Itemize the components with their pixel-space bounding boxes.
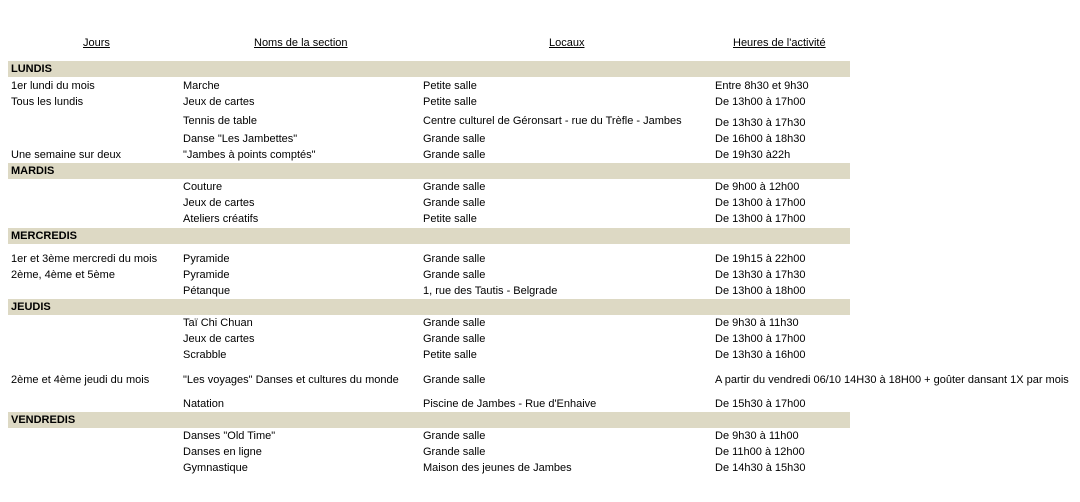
cell-heure: De 19h15 à 22h00 bbox=[715, 253, 806, 265]
cell-nom: Danses "Old Time" bbox=[183, 430, 276, 442]
cell-jour: 2ème, 4ème et 5ème bbox=[11, 269, 115, 281]
cell-local: Grande salle bbox=[423, 317, 486, 329]
table-row bbox=[0, 460, 1080, 476]
cell-local: Maison des jeunes de Jambes bbox=[423, 462, 572, 474]
cell-local: Grande salle bbox=[423, 253, 486, 265]
cell-nom: Pétanque bbox=[183, 285, 231, 297]
cell-nom: Jeux de cartes bbox=[183, 197, 255, 209]
header-noms-section: Noms de la section bbox=[254, 37, 348, 49]
cell-heure: Entre 8h30 et 9h30 bbox=[715, 80, 809, 92]
header-locaux: Locaux bbox=[549, 37, 585, 49]
cell-local: Petite salle bbox=[423, 213, 477, 225]
table-row bbox=[0, 94, 1080, 110]
cell-nom: Pyramide bbox=[183, 269, 230, 281]
table-row bbox=[0, 195, 1080, 211]
cell-heure: De 13h00 à 17h00 bbox=[715, 96, 806, 108]
cell-heure: De 9h00 à 12h00 bbox=[715, 181, 800, 193]
cell-local: 1, rue des Tautis - Belgrade bbox=[423, 285, 558, 297]
cell-jour: Une semaine sur deux bbox=[11, 149, 122, 161]
cell-nom: "Jambes à points comptés" bbox=[183, 149, 316, 161]
table-row bbox=[0, 347, 1080, 363]
cell-local: Petite salle bbox=[423, 96, 477, 108]
section-vendredis: VENDREDIS bbox=[8, 412, 850, 428]
cell-local: Grande salle bbox=[423, 197, 486, 209]
table-row bbox=[0, 428, 1080, 444]
cell-local: Grande salle bbox=[423, 133, 486, 145]
cell-nom: Natation bbox=[183, 398, 224, 410]
cell-heure: De 19h30 à22h bbox=[715, 149, 791, 161]
cell-nom: Marche bbox=[183, 80, 220, 92]
cell-jour: Tous les lundis bbox=[11, 96, 84, 108]
cell-nom: Jeux de cartes bbox=[183, 96, 255, 108]
cell-local: Grande salle bbox=[423, 149, 486, 161]
cell-nom: Gymnastique bbox=[183, 462, 248, 474]
section-mardis: MARDIS bbox=[8, 163, 850, 179]
cell-local: Petite salle bbox=[423, 349, 477, 361]
cell-local: Grande salle bbox=[423, 374, 486, 386]
table-row bbox=[0, 251, 1080, 267]
table-row bbox=[0, 372, 1080, 388]
cell-heure: De 13h00 à 17h00 bbox=[715, 213, 806, 225]
cell-nom: Danse "Les Jambettes" bbox=[183, 133, 298, 145]
cell-heure: De 13h00 à 17h00 bbox=[715, 197, 806, 209]
cell-heure: A partir du vendredi 06/10 14H30 à 18H00 + goûter dansant 1X par mois bbox=[715, 374, 1069, 386]
section-mercredis: MERCREDIS bbox=[8, 228, 850, 244]
cell-heure: De 13h30 à 17h30 bbox=[715, 269, 806, 281]
cell-local: Petite salle bbox=[423, 80, 477, 92]
cell-nom: Danses en ligne bbox=[183, 446, 262, 458]
cell-local: Centre culturel de Géronsart - rue du Trèfle - Jambes bbox=[423, 115, 682, 127]
cell-nom: Couture bbox=[183, 181, 223, 193]
section-lundis: LUNDIS bbox=[8, 61, 850, 77]
cell-heure: De 13h30 à 16h00 bbox=[715, 349, 806, 361]
cell-heure: De 13h30 à 17h30 bbox=[715, 117, 806, 129]
table-row bbox=[0, 179, 1080, 195]
cell-jour: 1er et 3ème mercredi du mois bbox=[11, 253, 158, 265]
table-row bbox=[0, 147, 1080, 163]
cell-heure: De 9h30 à 11h00 bbox=[715, 430, 799, 442]
section-jeudis: JEUDIS bbox=[8, 299, 850, 315]
cell-local: Grande salle bbox=[423, 430, 486, 442]
cell-jour: 1er lundi du mois bbox=[11, 80, 95, 92]
table-row bbox=[0, 211, 1080, 227]
table-row bbox=[0, 131, 1080, 147]
cell-local: Grande salle bbox=[423, 446, 486, 458]
cell-nom: Tennis de table bbox=[183, 115, 257, 127]
table-row bbox=[0, 315, 1080, 331]
table-row bbox=[0, 78, 1080, 94]
table-row bbox=[0, 267, 1080, 283]
table-row bbox=[0, 331, 1080, 347]
cell-local: Piscine de Jambes - Rue d'Enhaive bbox=[423, 398, 597, 410]
cell-nom: Pyramide bbox=[183, 253, 230, 265]
cell-heure: De 13h00 à 17h00 bbox=[715, 333, 806, 345]
cell-heure: De 13h00 à 18h00 bbox=[715, 285, 806, 297]
header-jours: Jours bbox=[83, 37, 110, 49]
header-heures: Heures de l'activité bbox=[733, 37, 826, 49]
cell-local: Grande salle bbox=[423, 333, 486, 345]
cell-heure: De 9h30 à 11h30 bbox=[715, 317, 799, 329]
table-row bbox=[0, 283, 1080, 299]
cell-heure: De 11h00 à 12h00 bbox=[715, 446, 805, 458]
table-row bbox=[0, 114, 1080, 130]
table-row bbox=[0, 444, 1080, 460]
cell-jour: 2ème et 4ème jeudi du mois bbox=[11, 374, 150, 386]
cell-heure: De 15h30 à 17h00 bbox=[715, 398, 806, 410]
cell-nom: Jeux de cartes bbox=[183, 333, 255, 345]
cell-local: Grande salle bbox=[423, 269, 486, 281]
cell-nom: Ateliers créatifs bbox=[183, 213, 259, 225]
cell-nom: Scrabble bbox=[183, 349, 227, 361]
cell-local: Grande salle bbox=[423, 181, 486, 193]
cell-nom: "Les voyages" Danses et cultures du monde bbox=[183, 374, 399, 386]
cell-heure: De 14h30 à 15h30 bbox=[715, 462, 806, 474]
table-row bbox=[0, 396, 1080, 412]
cell-heure: De 16h00 à 18h30 bbox=[715, 133, 806, 145]
cell-nom: Taï Chi Chuan bbox=[183, 317, 253, 329]
